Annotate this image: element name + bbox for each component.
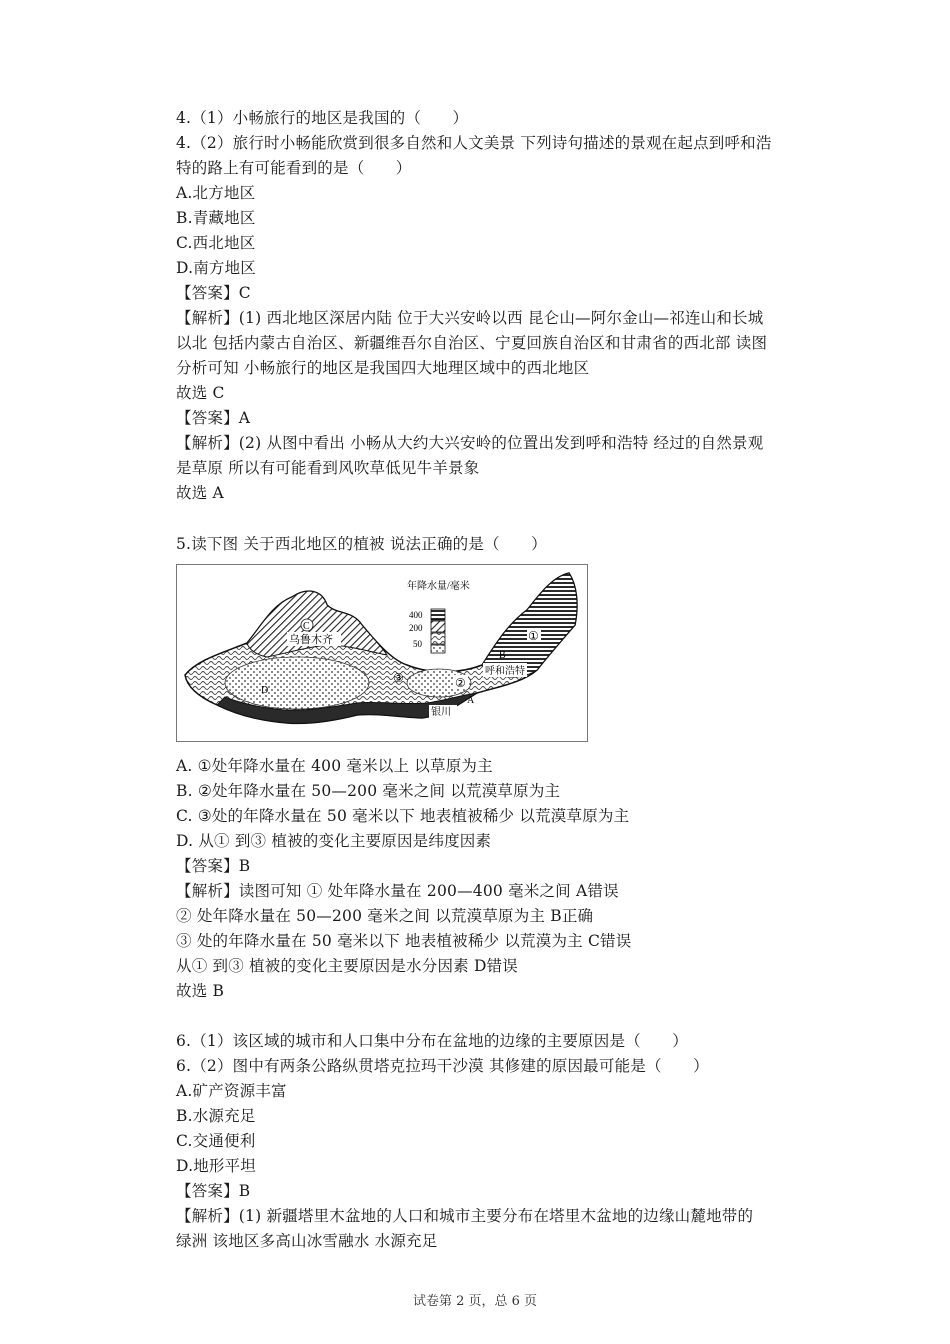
q5-option-c: C. ③处的年降水量在 50 毫米以下 地表植被稀少 以荒漠草原为主 (176, 807, 630, 825)
q5-answer: 【答案】B (176, 857, 251, 875)
q4-analysis-1-cont2: 分析可知 小畅旅行的地区是我国四大地理区域中的西北地区 (176, 359, 590, 377)
q4-option-b: B.青藏地区 (176, 209, 256, 227)
q4-analysis-2: 【解析】(2) 从图中看出 小畅从大约大兴安岭的位置出发到呼和浩特 经过的自然景观 (176, 434, 764, 452)
label-d: D (261, 685, 269, 696)
legend-swatch-50 (431, 633, 445, 644)
page-footer: 试卷第 2 页，总 6 页 (412, 1294, 538, 1309)
legend-swatch-400 (431, 609, 445, 620)
tarim-basin-desert (225, 657, 369, 709)
q4-analysis-1-cont: 以北 包括内蒙古自治区、新疆维吾尔自治区、宁夏回族自治区和甘肃省的西北部 读图 (176, 334, 768, 352)
q6-option-c: C.交通便利 (176, 1132, 256, 1150)
q4-analysis-2-cont: 是草原 所以有可能看到风吹草低见牛羊景象 (176, 459, 480, 477)
q6-part2: 6.（2）图中有两条公路纵贯塔克拉玛干沙漠 其修建的原因最可能是（ ） (176, 1057, 709, 1075)
legend-value-200: 200 (409, 623, 423, 633)
map-svg (177, 565, 587, 741)
precipitation-vegetation-map (176, 564, 588, 742)
q5-analysis-4: 从① 到③ 植被的变化主要原因是水分因素 D错误 (176, 957, 519, 975)
eastern-stripe-band (482, 573, 577, 677)
legend-swatch-200 (431, 621, 445, 632)
q5-option-b: B. ②处年降水量在 50—200 毫米之间 以荒漠草原为主 (176, 782, 561, 800)
marker-3: ③ (393, 671, 404, 685)
q4-choice-2: 故选 A (176, 484, 224, 502)
legend-value-400: 400 (409, 610, 423, 620)
q4-answer-2: 【答案】A (176, 409, 251, 427)
label-hohhot: 呼和浩特 (485, 666, 525, 677)
q6-option-a: A.矿产资源丰富 (176, 1082, 287, 1100)
marker-1: ① (528, 629, 539, 643)
legend-title: 年降水量/毫米 (407, 581, 470, 592)
q6-part1: 6.（1）该区域的城市和人口集中分布在盆地的边缘的主要原因是（ ） (176, 1032, 688, 1050)
q4-part2-cont: 特的路上有可能看到的是（ ） (176, 159, 412, 177)
q6-analysis-cont: 绿洲 该地区多高山冰雪融水 水源充足 (176, 1232, 438, 1250)
q6-analysis: 【解析】(1) 新疆塔里木盆地的人口和城市主要分布在塔里木盆地的边缘山麓地带的 (176, 1207, 754, 1225)
q5-stem: 5.读下图 关于西北地区的植被 说法正确的是（ ） (176, 535, 547, 553)
q4-option-d: D.南方地区 (176, 259, 257, 277)
q5-analysis: 【解析】读图可知 ① 处年降水量在 200—400 毫米之间 A错误 (176, 882, 619, 900)
q6-option-b: B.水源充足 (176, 1107, 256, 1125)
q5-analysis-2: ② 处年降水量在 50—200 毫米之间 以荒漠草原为主 B正确 (176, 907, 594, 925)
q5-option-d: D. 从① 到③ 植被的变化主要原因是纬度因素 (176, 832, 492, 850)
label-c: C (303, 621, 310, 632)
q5-choice: 故选 B (176, 982, 225, 1000)
q4-part1: 4.（1）小畅旅行的地区是我国的（ ） (176, 109, 469, 127)
label-yinchuan: 银川 (431, 707, 451, 718)
q5-option-a: A. ①处年降水量在 400 毫米以上 以草原为主 (176, 757, 493, 775)
q6-answer: 【答案】B (176, 1182, 251, 1200)
q5-analysis-3: ③ 处的年降水量在 50 毫米以下 地表植被稀少 以荒漠为主 C错误 (176, 932, 632, 950)
legend-value-50: 50 (413, 639, 422, 649)
label-urumqi: 乌鲁木齐 (289, 634, 333, 646)
q6-option-d: D.地形平坦 (176, 1157, 257, 1175)
legend-swatch-below-50 (431, 645, 445, 653)
q4-answer-1: 【答案】C (176, 284, 251, 302)
label-b: B (499, 650, 506, 661)
label-a: A (467, 695, 475, 706)
q4-part2: 4.（2）旅行时小畅能欣赏到很多自然和人文美景 下列诗句描述的景观在起点到呼和浩 (176, 134, 772, 152)
q4-analysis-1: 【解析】(1) 西北地区深居内陆 位于大兴安岭以西 昆仑山—阿尔金山—祁连山和长城 (176, 309, 764, 327)
marker-2: ② (455, 676, 466, 690)
q4-option-c: C.西北地区 (176, 234, 256, 252)
q4-choice-1: 故选 C (176, 384, 225, 402)
q4-option-a: A.北方地区 (176, 184, 256, 202)
